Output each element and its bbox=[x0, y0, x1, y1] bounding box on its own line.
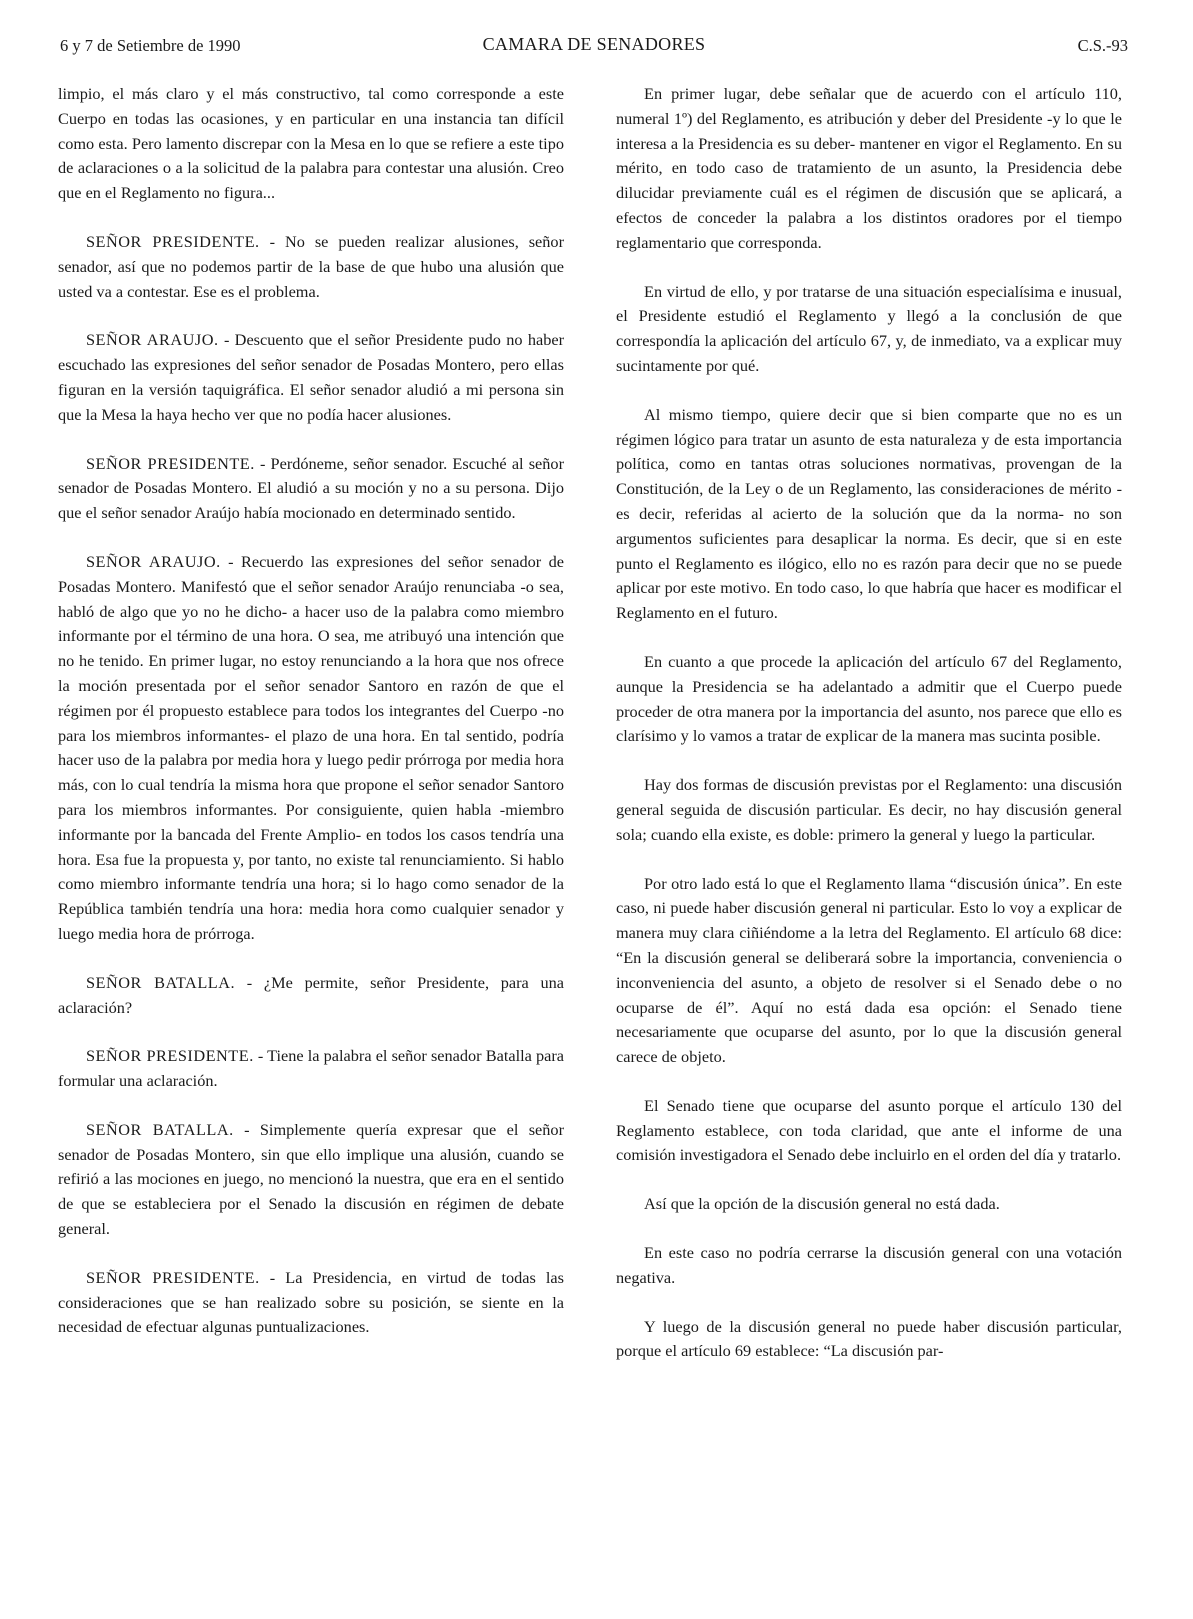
paragraph bbox=[58, 550, 564, 947]
paragraph-text: Y luego de la discusión general no puede haber discusión particular, porque el artículo 69 establece: “La discusión par- bbox=[616, 1316, 1122, 1361]
paragraph bbox=[616, 82, 1122, 256]
paragraph-text: - Perdóneme, señor senador. Escuché al señor senador de Posadas Montero. El aludió a su moción y no a su persona. Dijo que el señor senador Araújo había mocionado en determinado sentido. bbox=[58, 453, 564, 523]
speaker-name: SEÑOR BATALLA. bbox=[86, 1119, 234, 1139]
paragraph-text: - Tiene la palabra el señor senador Batalla para formular una aclaración. bbox=[58, 1046, 564, 1091]
paragraph bbox=[616, 1315, 1122, 1365]
paragraph-text: - No se pueden realizar alusiones, señor senador, así que no podemos partir de la base de que hubo una alusión que usted va a contestar. Ese es el problema. bbox=[58, 231, 564, 301]
paragraph bbox=[58, 230, 564, 304]
speaker-name: SEÑOR PRESIDENTE. bbox=[86, 453, 255, 473]
paragraph bbox=[616, 650, 1122, 749]
speaker-name: SEÑOR PRESIDENTE. bbox=[86, 1046, 254, 1066]
header-page-number: C.S.-93 bbox=[1077, 36, 1128, 55]
speaker-name: SEÑOR PRESIDENTE. bbox=[86, 1267, 260, 1287]
paragraph bbox=[616, 1192, 1122, 1217]
paragraph-text: Hay dos formas de discusión previstas por el Reglamento: una discusión general seguida de discusión particular. Es decir, no hay discusión general sola; cuando ella existe, es doble: primero la general y luego la particular. bbox=[616, 775, 1122, 844]
paragraph-text: En este caso no podría cerrarse la discusión general con una votación negativa. bbox=[616, 1243, 1122, 1287]
left-column bbox=[58, 82, 564, 1364]
paragraph-text: En virtud de ello, y por tratarse de una situación especialísima e inusual, el Presidente estudió el Reglamento y llegó a la conclusión de que correspondía la aplicación del artículo 67, y, de inmediato, va a explicar muy sucintamente por qué. bbox=[616, 281, 1122, 375]
paragraph bbox=[616, 872, 1122, 1070]
paragraph bbox=[616, 1094, 1122, 1168]
paragraph bbox=[616, 773, 1122, 847]
speaker-name: SEÑOR BATALLA. bbox=[86, 972, 236, 992]
page-header bbox=[60, 32, 1128, 58]
paragraph-text: En cuanto a que procede la aplicación del artículo 67 del Reglamento, aunque la Presidencia se ha adelantado a admitir que el Cuerpo puede proceder de otra manera por la importancia del asunto, nos parece que ello es clarísimo y lo vamos a tratar de explicar de la manera mas sucinta posible. bbox=[616, 651, 1122, 746]
paragraph bbox=[58, 328, 564, 427]
paragraph-text: En primer lugar, debe señalar que de acuerdo con el artículo 110, numeral 1º) del Reglamento, es atribución y deber del Presidente -y lo que le interesa a la Presidencia es su deber- mantener en vigor el Reglamento. En su mérito, en todo caso de tratamiento de un asunto, la Presidencia debe dilucidar previamente cuál es el régimen de discusión que se aplicará, a efectos de conceder la palabra a los distintos oradores por el tiempo reglamentario que corresponda. bbox=[616, 84, 1122, 252]
right-column bbox=[616, 82, 1122, 1388]
paragraph bbox=[58, 452, 564, 526]
paragraph bbox=[58, 1118, 564, 1242]
paragraph bbox=[58, 1266, 564, 1340]
paragraph-text: - Simplemente quería expresar que el señor senador de Posadas Montero, sin que ello implique una alusión, cuando se refirió a las mociones en juego, no mencionó la nuestra, que era en el sentido de que se estableciera por el Senado la discusión en régimen de debate general. bbox=[58, 1119, 564, 1239]
paragraph-text: Al mismo tiempo, quiere decir que si bien comparte que no es un régimen lógico para tratar un asunto de esta naturaleza y de esta importancia política, como en tantas otras soluciones normativas, provengan de la Constitución, de la Ley o de un Reglamento, las consideraciones de mérito -es decir, referidas al acierto de la solución que da la norma- no son argumentos suficientes para desaplicar la norma. Es decir, que si en este punto el Reglamento es ilógico, ello no es razón para decir que no se puede aplicar por este motivo. En todo caso, lo que habría que hacer es modificar el Reglamento en el futuro. bbox=[616, 404, 1122, 623]
header-title: CAMARA DE SENADORES bbox=[482, 34, 706, 54]
paragraph-text: El Senado tiene que ocuparse del asunto porque el artículo 130 del Reglamento establece, con toda claridad, que ante el informe de una comisión investigadora el Senado debe incluirlo en el orden del día y tratarlo. bbox=[616, 1095, 1122, 1165]
speaker-name: SEÑOR PRESIDENTE. bbox=[86, 231, 260, 251]
paragraph-text: - La Presidencia, en virtud de todas las consideraciones que se han realizado sobre su posición, se siente en la necesidad de efectuar algunas puntualizaciones. bbox=[58, 1267, 564, 1337]
paragraph bbox=[616, 403, 1122, 626]
header-date: 6 y 7 de Setiembre de 1990 bbox=[60, 36, 241, 55]
paragraph-text: - ¿Me permite, señor Presidente, para una aclaración? bbox=[58, 972, 565, 1017]
paragraph-text: Así que la opción de la discusión general no está dada. bbox=[644, 1194, 1000, 1214]
paragraph bbox=[58, 1044, 564, 1094]
paragraph-text: - Recuerdo las expresiones del señor senador de Posadas Montero. Manifestó que el señor senador Araújo renunciaba -o sea, habló de algo que yo no he dicho- a hacer uso de la palabra como miembro informante por el término de una hora. O sea, me atribuyó una intención que no he tenido. En primer lugar, no estoy renunciando a la hora que nos ofrece la moción presentada por el señor senador Santoro en razón de que el régimen por él propuesto establece para todos los integrantes del Cuerpo -no para los miembros informantes- el plazo de una hora. En tal sentido, podría hacer uso de la palabra por media hora y luego pedir prórroga por media hora más, con lo cual tendría la misma hora que propone el señor senador Santoro para los miembros informantes. Por consiguiente, quien habla -miembro informante por la bancada del Frente Amplio- en todos los casos tendría una hora. Esa fue la propuesta y, por tanto, no existe tal renunciamiento. Si hablo como miembro informante tendría una hora; si lo hago como senador de la República también tendría una hora: media hora como cualquier senador y luego media hora de prórroga. bbox=[58, 551, 565, 943]
paragraph bbox=[616, 280, 1122, 379]
paragraph-text: limpio, el más claro y el más constructivo, tal como corresponde a este Cuerpo en todas las ocasiones, y en particular en una instancia tan difícil como esta. Pero lamento discrepar con la Mesa en lo que se refiere a este tipo de aclaraciones o a la solicitud de la palabra para contestar una alusión. Creo que en el Reglamento no figura... bbox=[58, 84, 564, 203]
speaker-name: SEÑOR ARAUJO. bbox=[86, 551, 221, 571]
paragraph bbox=[58, 971, 564, 1021]
paragraph-text: Por otro lado está lo que el Reglamento llama “discusión única”. En este caso, ni puede haber discusión general ni particular. Esto lo voy a explicar de manera muy clara ciñiéndome a la letra del Reglamento. El artículo 68 dice: “En la discusión general se deliberará sobre la importancia, conveniencia o inconveniencia del asunto, a objeto de resolver si el Senado debe o no ocuparse de él”. Aquí no está dada esa opción: el Senado tiene necesariamente que ocuparse del asunto, por lo que la discusión general carece de objeto. bbox=[616, 873, 1122, 1067]
paragraph bbox=[616, 1241, 1122, 1291]
paragraph-text: - Descuento que el señor Presidente pudo no haber escuchado las expresiones del señor senador de Posadas Montero, pero ellas figuran en la versión taquigráfica. El señor senador aludió a mi persona sin que la Mesa la haya hecho ver que no podía hacer alusiones. bbox=[58, 330, 565, 424]
speaker-name: SEÑOR ARAUJO. bbox=[86, 330, 219, 350]
paragraph bbox=[58, 82, 564, 206]
